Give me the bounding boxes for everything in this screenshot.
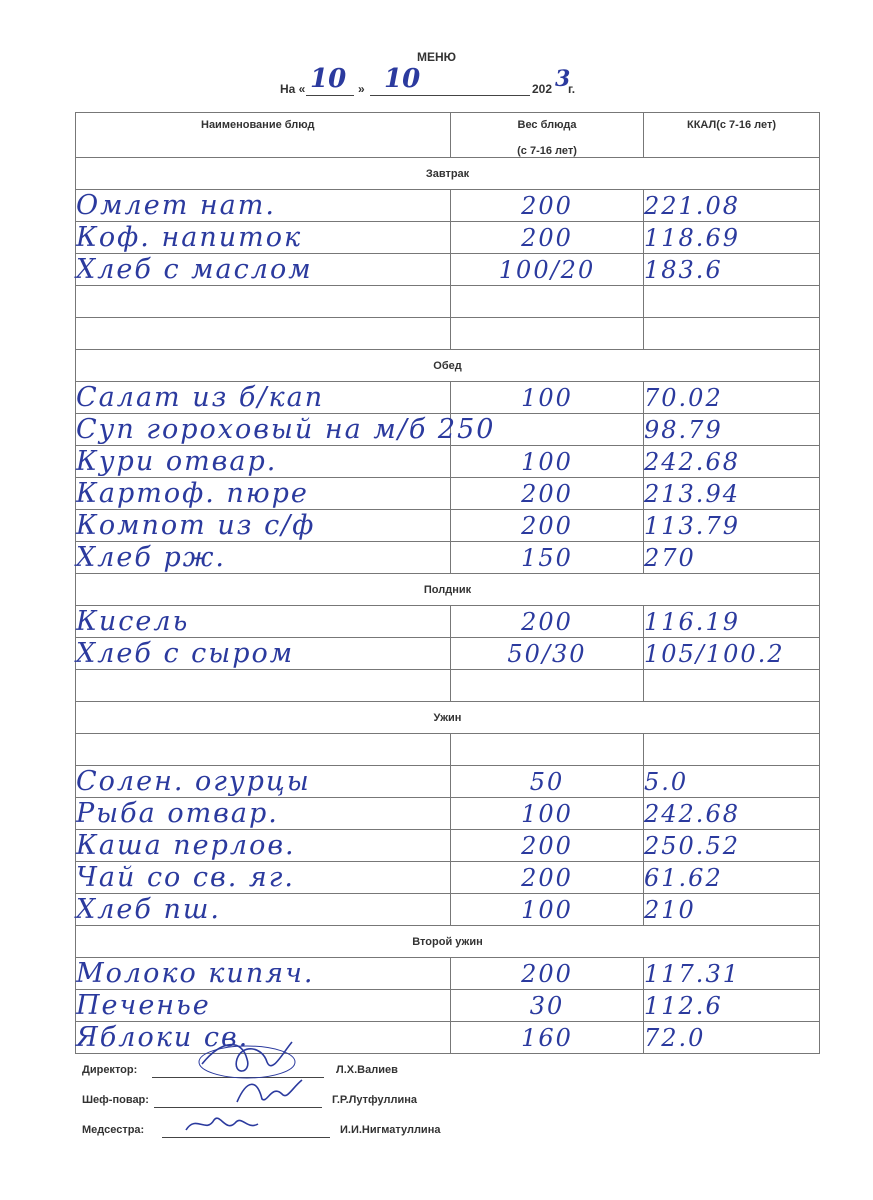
weight-cell: 200 xyxy=(451,830,644,862)
kcal-cell: 105/100.2 xyxy=(644,638,820,670)
weight-cell: 100 xyxy=(451,446,644,478)
kcal-cell xyxy=(644,318,820,350)
table-row xyxy=(76,894,820,926)
weight-cell: 200 xyxy=(451,510,644,542)
weight-cell xyxy=(451,286,644,318)
section-title: Ужин xyxy=(76,702,820,734)
kcal-cell: 250.52 xyxy=(644,830,820,862)
signature-scribble xyxy=(232,1074,312,1110)
table-row xyxy=(76,382,820,414)
kcal-cell: 98.79 xyxy=(644,414,820,446)
kcal-cell: 221.08 xyxy=(644,190,820,222)
table-row xyxy=(76,670,820,702)
weight-cell: 200 xyxy=(451,606,644,638)
dish-cell: Хлеб с маслом xyxy=(76,254,451,286)
table-row xyxy=(76,958,820,990)
kcal-cell: 112.6 xyxy=(644,990,820,1022)
weight-cell: 100 xyxy=(451,798,644,830)
weight-cell: 50 xyxy=(451,766,644,798)
dish-cell: Компот из с/ф xyxy=(76,510,451,542)
section-title: Обед xyxy=(76,350,820,382)
kcal-cell: 5.0 xyxy=(644,766,820,798)
signature-name: Л.Х.Валиев xyxy=(336,1064,398,1076)
kcal-cell xyxy=(644,286,820,318)
weight-cell: 100 xyxy=(451,382,644,414)
dish-cell: Чай со св. яг. xyxy=(76,862,451,894)
table-row xyxy=(76,318,820,350)
menu-table xyxy=(75,112,820,1054)
table-row xyxy=(76,222,820,254)
section-row xyxy=(76,574,820,606)
day-underline xyxy=(306,95,354,96)
year-handwritten: 3 xyxy=(555,66,571,92)
year-printed: 202 xyxy=(532,82,553,96)
kcal-cell: 61.62 xyxy=(644,862,820,894)
kcal-cell: 210 xyxy=(644,894,820,926)
weight-cell: 150 xyxy=(451,542,644,574)
table-row xyxy=(76,478,820,510)
kcal-cell xyxy=(644,670,820,702)
signature-name: И.И.Нигматуллина xyxy=(340,1124,441,1136)
table-row xyxy=(76,1022,820,1054)
table-row xyxy=(76,734,820,766)
kcal-cell: 70.02 xyxy=(644,382,820,414)
weight-cell: 200 xyxy=(451,190,644,222)
table-row xyxy=(76,446,820,478)
year-suffix: г. xyxy=(568,82,576,96)
kcal-cell xyxy=(644,734,820,766)
kcal-cell: 117.31 xyxy=(644,958,820,990)
weight-cell: 50/30 xyxy=(451,638,644,670)
dish-cell: Рыба отвар. xyxy=(76,798,451,830)
weight-cell xyxy=(451,318,644,350)
table-row xyxy=(76,606,820,638)
dish-cell: Хлеб рж. xyxy=(76,542,451,574)
month-underline xyxy=(370,95,530,96)
table-row xyxy=(76,414,820,446)
weight-cell: 200 xyxy=(451,862,644,894)
dish-cell: Кури отвар. xyxy=(76,446,451,478)
weight-cell: 160 xyxy=(451,1022,644,1054)
dish-cell xyxy=(76,286,451,318)
signature-name: Г.Р.Лутфуллина xyxy=(332,1094,417,1106)
kcal-cell: 116.19 xyxy=(644,606,820,638)
column-header-name: Наименование блюд xyxy=(76,113,451,158)
weight-cell: 30 xyxy=(451,990,644,1022)
section-row xyxy=(76,702,820,734)
kcal-cell: 113.79 xyxy=(644,510,820,542)
table-row xyxy=(76,990,820,1022)
section-row xyxy=(76,350,820,382)
section-title: Второй ужин xyxy=(76,926,820,958)
weight-cell: 200 xyxy=(451,222,644,254)
dish-cell: Солен. огурцы xyxy=(76,766,451,798)
table-row xyxy=(76,638,820,670)
dish-cell: Молоко кипяч. xyxy=(76,958,451,990)
date-line xyxy=(280,64,610,98)
weight-cell: 100/20 xyxy=(451,254,644,286)
column-header-weight: Вес блюда (с 7-16 лет) xyxy=(451,113,644,158)
kcal-cell: 213.94 xyxy=(644,478,820,510)
dish-cell: Печенье xyxy=(76,990,451,1022)
dish-cell: Картоф. пюре xyxy=(76,478,451,510)
date-mid: » xyxy=(358,82,365,96)
dish-cell: Хлеб с сыром xyxy=(76,638,451,670)
kcal-cell: 118.69 xyxy=(644,222,820,254)
signature-role: Шеф-повар: xyxy=(82,1094,149,1106)
dish-cell xyxy=(76,734,451,766)
section-title: Завтрак xyxy=(76,158,820,190)
weight-cell: 200 xyxy=(451,478,644,510)
table-row xyxy=(76,862,820,894)
dish-cell: Коф. напиток xyxy=(76,222,451,254)
section-title: Полдник xyxy=(76,574,820,606)
kcal-cell: 72.0 xyxy=(644,1022,820,1054)
table-row xyxy=(76,542,820,574)
dish-cell: Салат из б/кап xyxy=(76,382,451,414)
date-prefix: На « xyxy=(280,82,306,96)
signature-role: Директор: xyxy=(82,1064,138,1076)
table-row xyxy=(76,830,820,862)
weight-cell xyxy=(451,670,644,702)
dish-cell xyxy=(76,318,451,350)
section-row xyxy=(76,158,820,190)
dish-cell: Хлеб пш. xyxy=(76,894,451,926)
table-row xyxy=(76,510,820,542)
table-row xyxy=(76,254,820,286)
signature-role: Медсестра: xyxy=(82,1124,145,1136)
day-handwritten: 10 xyxy=(310,64,347,94)
dish-cell: Омлет нат. xyxy=(76,190,451,222)
kcal-cell: 242.68 xyxy=(644,798,820,830)
signature-scribble xyxy=(182,1110,262,1140)
table-row xyxy=(76,798,820,830)
header-row xyxy=(76,113,820,158)
kcal-cell: 270 xyxy=(644,542,820,574)
kcal-cell: 183.6 xyxy=(644,254,820,286)
section-row xyxy=(76,926,820,958)
weight-cell xyxy=(451,734,644,766)
dish-cell: Суп гороховый на м/б 250 xyxy=(76,414,496,445)
dish-cell: Кисель xyxy=(76,606,451,638)
dish-cell xyxy=(76,670,451,702)
table-row xyxy=(76,286,820,318)
weight-cell: 100 xyxy=(451,894,644,926)
table-row xyxy=(76,766,820,798)
month-handwritten: 10 xyxy=(384,64,421,94)
table-row xyxy=(76,190,820,222)
kcal-cell: 242.68 xyxy=(644,446,820,478)
column-header-kcal: ККАЛ(с 7-16 лет) xyxy=(644,113,820,158)
dish-cell: Каша перлов. xyxy=(76,830,451,862)
weight-cell: 200 xyxy=(451,958,644,990)
page-title: МЕНЮ xyxy=(416,50,457,64)
dish-cell: Яблоки св. xyxy=(76,1022,451,1054)
